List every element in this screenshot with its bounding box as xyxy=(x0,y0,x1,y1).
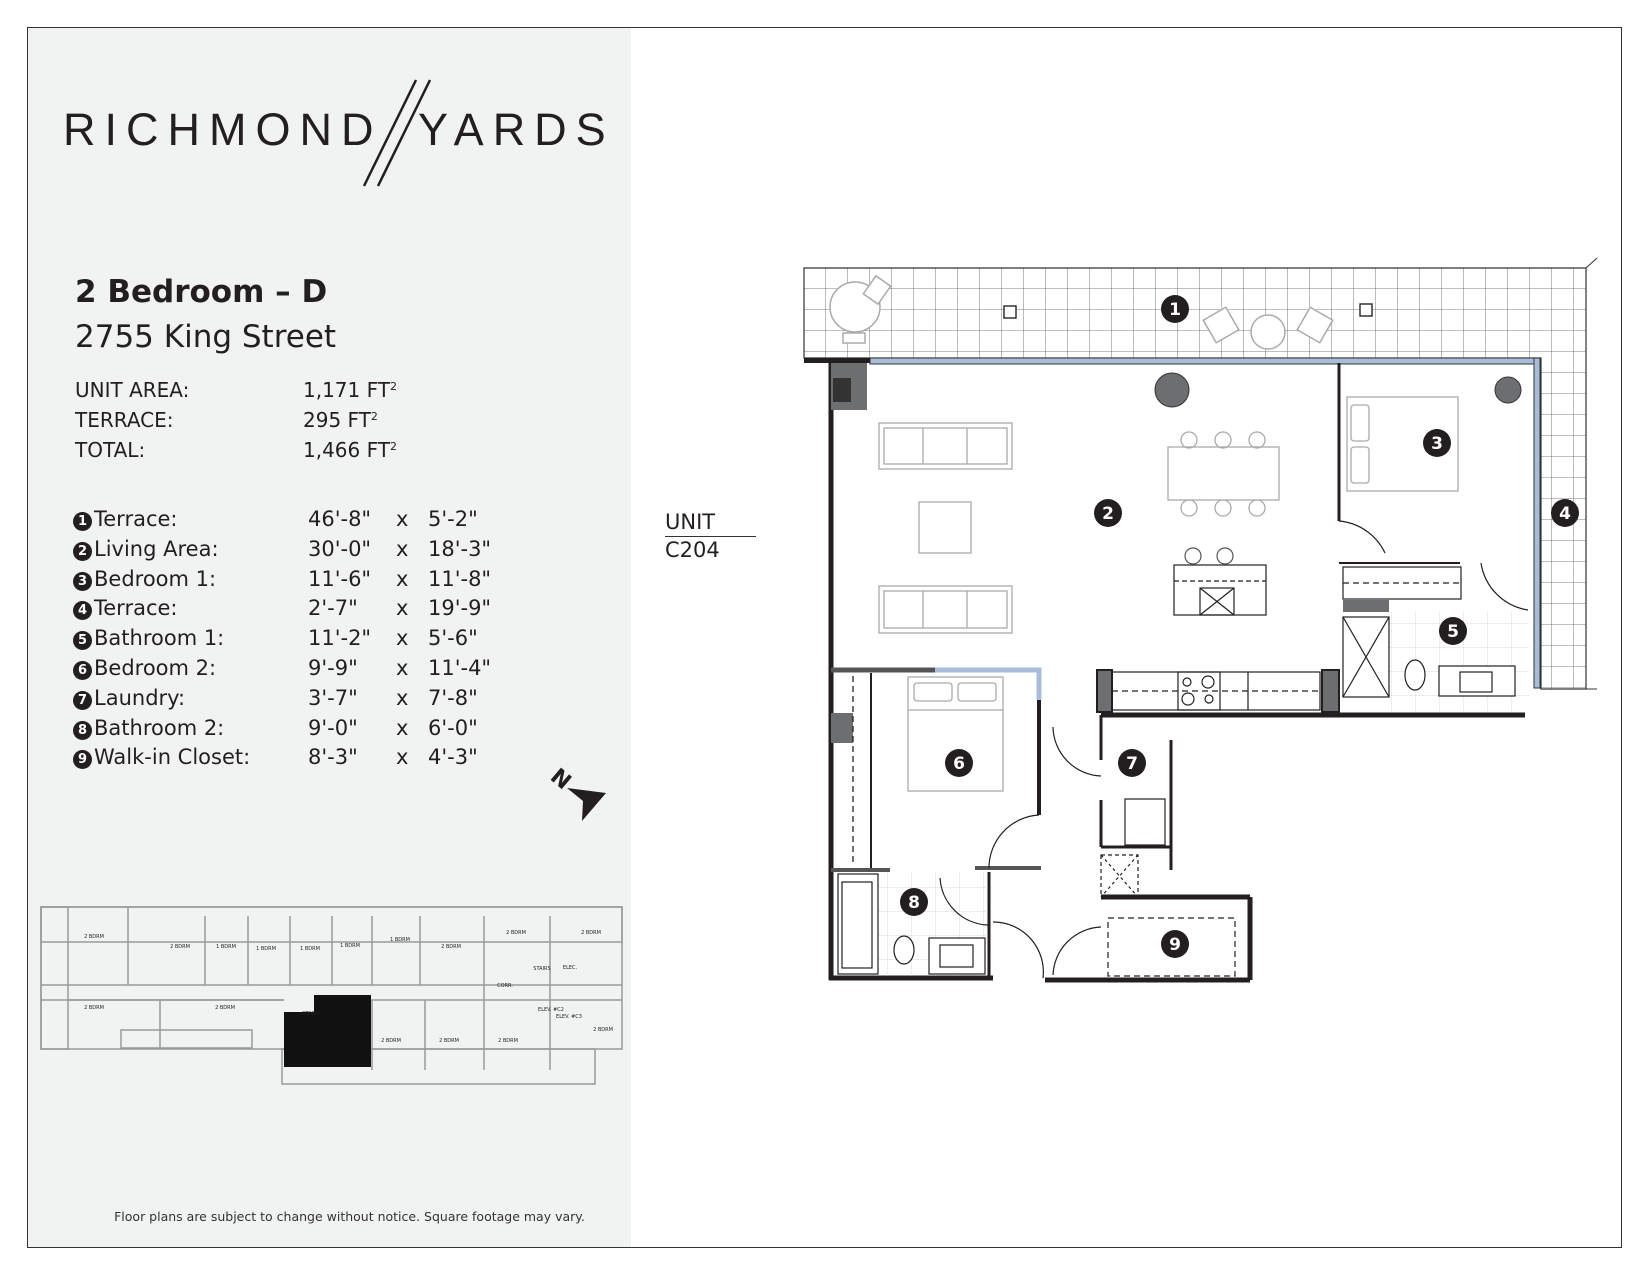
svg-text:1: 1 xyxy=(1169,300,1181,320)
room-number-badge: 3 xyxy=(73,572,92,591)
svg-text:7: 7 xyxy=(1126,754,1138,774)
svg-text:ELEV. #C3: ELEV. #C3 xyxy=(556,1014,582,1020)
room-marker-6[interactable] xyxy=(945,749,973,777)
room-number-badge: 9 xyxy=(73,750,92,769)
dimension-separator: x xyxy=(396,685,409,710)
area-value: 1,466 $FT^2$ xyxy=(303,438,397,462)
svg-text:6: 6 xyxy=(953,754,965,774)
room-name: Bedroom 2: xyxy=(94,656,217,680)
svg-text:2 BDRM: 2 BDRM xyxy=(170,944,190,950)
svg-text:2 BDRM: 2 BDRM xyxy=(506,930,526,936)
svg-text:STAIRS: STAIRS xyxy=(533,966,551,972)
room-length: 19'-9" xyxy=(428,596,492,621)
column xyxy=(1155,373,1189,407)
area-label: TOTAL: xyxy=(75,438,146,462)
svg-text:5: 5 xyxy=(1447,622,1459,642)
unit-heading: UNIT xyxy=(665,509,756,537)
room-name: Laundry: xyxy=(94,685,186,710)
key-plan-minimap xyxy=(41,907,622,1084)
north-arrow-icon xyxy=(545,764,606,821)
svg-text:STAIRS: STAIRS xyxy=(302,1011,320,1017)
room-name: Walk-in Closet: xyxy=(94,745,251,770)
svg-text:4: 4 xyxy=(1559,504,1571,524)
svg-text:2 BDRM: 2 BDRM xyxy=(593,1027,613,1033)
svg-text:2 BDRM: 2 BDRM xyxy=(498,1038,518,1044)
room-name: Bedroom 1: xyxy=(94,566,217,591)
dimension-separator: x xyxy=(396,566,409,591)
room-length: 11'-4" xyxy=(428,656,492,680)
logo-text-right: YARDS xyxy=(418,104,615,155)
room-length: 4'-3" xyxy=(428,745,478,770)
svg-text:1 BDRM: 1 BDRM xyxy=(390,937,410,943)
room-number-badge: 5 xyxy=(73,631,92,650)
room-width: 2'-7" xyxy=(308,596,358,621)
dimension-separator: x xyxy=(396,745,409,770)
svg-text:2 BDRM: 2 BDRM xyxy=(84,934,104,940)
room-length: 11'-8" xyxy=(428,566,492,591)
logo-slashes xyxy=(364,80,430,186)
room-width: 8'-3" xyxy=(308,745,358,770)
area-value: 295 $FT^2$ xyxy=(303,408,378,432)
window-right xyxy=(1534,358,1540,688)
room-number-badge: 1 xyxy=(73,512,92,531)
dimension-separator: x xyxy=(396,507,409,531)
svg-text:2: 2 xyxy=(1102,504,1114,524)
room-marker-4[interactable] xyxy=(1551,499,1579,527)
room-marker-3[interactable] xyxy=(1423,429,1451,457)
room-name: Bathroom 2: xyxy=(94,715,225,740)
svg-text:ELEV. #C2: ELEV. #C2 xyxy=(538,1007,564,1013)
dimension-separator: x xyxy=(396,715,409,740)
room-length: 7'-8" xyxy=(428,685,478,710)
room-width: 11'-2" xyxy=(308,626,372,651)
area-value: 1,171 $FT^2$ xyxy=(303,378,397,402)
room-number-badge: 6 xyxy=(73,661,92,680)
column xyxy=(1495,377,1521,403)
room-marker-1[interactable] xyxy=(1161,295,1189,323)
room-width: 3'-7" xyxy=(308,685,358,710)
dimension-separator: x xyxy=(396,656,409,680)
room-width: 30'-0" xyxy=(308,536,372,561)
room-number-badge: 8 xyxy=(73,721,92,740)
room-marker-5[interactable] xyxy=(1439,617,1467,645)
svg-text:2 BDRM: 2 BDRM xyxy=(381,1038,401,1044)
svg-text:8: 8 xyxy=(908,893,920,913)
unit-number: C204 xyxy=(665,538,720,562)
unit-title: 2 Bedroom – D xyxy=(75,274,328,310)
room-number-badge: 2 xyxy=(73,542,92,561)
unit-address: 2755 King Street xyxy=(75,319,337,355)
room-width: 9'-9" xyxy=(308,656,358,680)
room-length: 5'-2" xyxy=(428,507,478,531)
room-marker-8[interactable] xyxy=(900,888,928,916)
room-name: Terrace: xyxy=(94,507,178,531)
svg-text:1 BDRM: 1 BDRM xyxy=(256,946,276,952)
room-width: 9'-0" xyxy=(308,715,358,740)
room-width: 46'-8" xyxy=(308,507,372,531)
area-label: UNIT AREA: xyxy=(75,378,190,402)
room-name: Bathroom 1: xyxy=(94,626,225,651)
svg-text:1 BDRM: 1 BDRM xyxy=(340,943,360,949)
svg-text:N: N xyxy=(545,764,576,796)
room-number-badge: 4 xyxy=(73,601,92,620)
room-number-badge: 7 xyxy=(73,691,92,710)
room-marker-7[interactable] xyxy=(1118,749,1146,777)
disclaimer: Floor plans are subject to change without notice. Square footage may vary. xyxy=(114,1209,585,1224)
svg-text:ELEC.: ELEC. xyxy=(562,965,578,971)
dimension-separator: x xyxy=(396,626,409,651)
logo-text-left: RICHMOND xyxy=(63,104,383,155)
svg-text:9: 9 xyxy=(1169,935,1181,955)
area-label: TERRACE: xyxy=(75,408,174,432)
window-top xyxy=(870,358,1538,364)
svg-text:1 BDRM: 1 BDRM xyxy=(216,944,236,950)
svg-text:2 BDRM: 2 BDRM xyxy=(84,1005,104,1011)
svg-text:3: 3 xyxy=(1431,434,1443,454)
room-length: 5'-6" xyxy=(428,626,478,651)
room-length: 6'-0" xyxy=(428,715,478,740)
dimension-separator: x xyxy=(396,536,409,561)
room-width: 11'-6" xyxy=(308,566,372,591)
room-name: Living Area: xyxy=(94,536,219,561)
svg-text:2 BDRM: 2 BDRM xyxy=(439,1038,459,1044)
svg-text:2 BDRM: 2 BDRM xyxy=(581,930,601,936)
svg-text:CORR.: CORR. xyxy=(497,983,513,989)
svg-text:2 BDRM: 2 BDRM xyxy=(441,944,461,950)
dimension-separator: x xyxy=(396,596,409,621)
svg-text:1 BDRM: 1 BDRM xyxy=(300,946,320,952)
room-length: 18'-3" xyxy=(428,536,492,561)
room-marker-9[interactable] xyxy=(1161,930,1189,958)
room-marker-2[interactable] xyxy=(1094,499,1122,527)
svg-text:2 BDRM: 2 BDRM xyxy=(215,1005,235,1011)
room-name: Terrace: xyxy=(94,596,178,621)
